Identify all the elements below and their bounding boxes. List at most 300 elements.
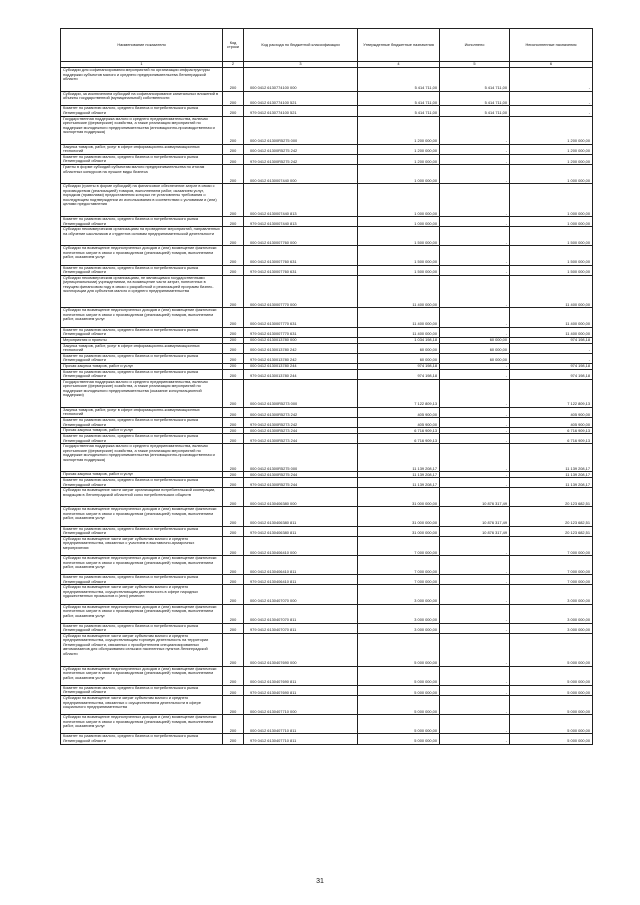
row-name: Комитет по развитию малого, среднего бизнеса и потребительского рынка Ленинградской области (61, 575, 223, 585)
table-row (61, 536, 593, 555)
table-row (61, 488, 593, 507)
row-budget-code: 979 0412 6130007440 813 (244, 217, 358, 227)
row-unexecuted: 1 500 000,00 (510, 246, 593, 265)
row-approved: 7 122 809,13 (358, 379, 440, 407)
row-unexecuted: 11 400 000,00 (510, 327, 593, 337)
row-name: Субсидии на возмещение части затрат субъектам малого и среднего предпринимательства, связанных с осуществлением деятельности в сфере социального предпринимательства (61, 696, 223, 715)
row-name: Субсидии на возмещение части затрат организациям потребительской кооперации, входящим в Ленинградский областной союз потребительских обществ (61, 488, 223, 507)
row-name: Комитет по развитию малого, среднего бизнеса и потребительского рынка Ленинградской области (61, 526, 223, 536)
row-unexecuted: - (510, 343, 593, 353)
row-budget-code: 000 0412 6130013780 244 (244, 363, 358, 369)
table-row (61, 585, 593, 604)
row-name: Субсидии на возмещение недополученных доходов и (или) возмещение фактически понесенных затрат в связи с производством (реализацией) товаров, выполнением работ, оказанием услуг (61, 246, 223, 265)
row-line-code: 200 (223, 265, 244, 275)
row-unexecuted: 5 000 000,00 (510, 715, 593, 734)
row-unexecuted: 5 000 000,00 (510, 734, 593, 744)
row-name: Субсидии на возмещение недополученных доходов и (или) возмещение фактически понесенных затрат в связи с производством (реализацией) товаров, выполнением работ, оказанием услуг (61, 507, 223, 526)
row-approved: 1 200 000,00 (358, 116, 440, 144)
row-executed: 10 876 317,49 (440, 488, 510, 507)
row-executed: - (440, 154, 510, 164)
table-row (61, 685, 593, 695)
row-approved: 405 900,00 (358, 407, 440, 417)
row-line-code: 200 (223, 369, 244, 379)
row-budget-code: 979 0412 6130007760 631 (244, 265, 358, 275)
row-budget-code: 000 0412 61300R5273 244 (244, 428, 358, 434)
row-line-code: 200 (223, 623, 244, 633)
row-budget-code: 000 0412 6130774100 000 (244, 68, 358, 92)
row-unexecuted: 7 000 000,00 (510, 556, 593, 575)
table-row (61, 184, 593, 217)
row-name: Комитет по развитию малого, среднего бизнеса и потребительского рынка Ленинградской области (61, 154, 223, 164)
row-approved: 5 000 000,00 (358, 696, 440, 715)
table-row (61, 327, 593, 337)
row-budget-code: 000 0412 6130007760 631 (244, 246, 358, 265)
row-unexecuted: 974 198,18 (510, 337, 593, 343)
row-approved: 5 000 000,00 (358, 734, 440, 744)
table-row (61, 418, 593, 428)
table-row (61, 308, 593, 327)
row-budget-code: 000 0412 6130407690 811 (244, 666, 358, 685)
row-line-code: 200 (223, 327, 244, 337)
row-executed: - (440, 428, 510, 434)
header-executed: Исполнено (440, 29, 510, 62)
row-name: Субсидии некоммерческим организациям на проведение мероприятий, направленных на обучение школьников и студентов основам предпринимательской деятельности (61, 227, 223, 246)
table-row (61, 633, 593, 666)
row-approved: 5 000 000,00 (358, 666, 440, 685)
row-line-code: 200 (223, 379, 244, 407)
row-name: Мероприятия и проекты (61, 337, 223, 343)
header-unexecuted: Неисполненные назначения (510, 29, 593, 62)
row-line-code: 200 (223, 444, 244, 472)
row-name: Субсидии на возмещение недополученных доходов и (или) возмещение фактически понесенных затрат в связи с производством (реализацией) товаров, выполнением работ, оказанием услуг (61, 666, 223, 685)
table-row (61, 734, 593, 744)
row-executed: - (440, 217, 510, 227)
row-unexecuted: 1 200 000,00 (510, 154, 593, 164)
row-line-code: 200 (223, 428, 244, 434)
table-body (61, 68, 593, 745)
row-budget-code: 000 0412 6130007770 000 (244, 275, 358, 308)
row-executed: 60 000,00 (440, 337, 510, 343)
table-row (61, 353, 593, 363)
header-line-code: Код строки (223, 29, 244, 62)
row-approved: 6 716 909,13 (358, 428, 440, 434)
row-budget-code: 000 0412 61300R5275 000 (244, 116, 358, 144)
row-name: Государственная поддержка малого и среднего предпринимательства, включая крестьянские (фермерские) хозяйства, а также реализация мероприятий по поддержке молодежного предпринимательства (оказание консультационной поддержки) (61, 379, 223, 407)
table-row (61, 165, 593, 184)
row-name: Субсидии на возмещение недополученных доходов и (или) возмещение фактически понесенных затрат в связи с производством (реализацией) товаров, выполнением работ, оказанием услуг (61, 604, 223, 623)
row-unexecuted: 3 000 000,00 (510, 585, 593, 604)
row-budget-code: 000 0412 6130407710 811 (244, 715, 358, 734)
row-unexecuted: 1 500 000,00 (510, 265, 593, 275)
table-row (61, 434, 593, 444)
row-executed: - (440, 418, 510, 428)
row-unexecuted: 5 000 000,00 (510, 633, 593, 666)
row-executed: 5 414 711,00 (440, 106, 510, 116)
row-budget-code: 000 0412 6130406380 811 (244, 507, 358, 526)
row-name: Комитет по развитию малого, среднего бизнеса и потребительского рынка Ленинградской области (61, 353, 223, 363)
row-unexecuted: 20 123 682,51 (510, 526, 593, 536)
row-name: Комитет по развитию малого, среднего бизнеса и потребительского рынка Ленинградской области (61, 478, 223, 488)
row-budget-code: 000 0412 6130407070 000 (244, 585, 358, 604)
row-executed: - (440, 666, 510, 685)
row-budget-code: 000 0412 6130007760 000 (244, 227, 358, 246)
row-approved: 974 198,18 (358, 363, 440, 369)
row-name: Комитет по развитию малого, среднего бизнеса и потребительского рынка Ленинградской области (61, 685, 223, 695)
row-budget-code: 979 0412 6130406410 811 (244, 575, 358, 585)
row-approved: 5 414 711,00 (358, 68, 440, 92)
row-name: Прочая закупка товаров, работ и услуг (61, 428, 223, 434)
row-approved: 5 000 000,00 (358, 633, 440, 666)
row-name: Субсидии на возмещение части затрат субъектам малого и среднего предпринимательства, связанных с участием в выставочно-ярмарочных мероприятиях (61, 536, 223, 555)
row-unexecuted: 1 500 000,00 (510, 227, 593, 246)
row-unexecuted: 6 716 909,13 (510, 428, 593, 434)
row-budget-code: 979 0412 6130007770 631 (244, 327, 358, 337)
row-budget-code: 979 0412 6130407710 811 (244, 734, 358, 744)
page-number: 31 (316, 878, 324, 885)
row-unexecuted: 7 000 000,00 (510, 575, 593, 585)
row-budget-code: 000 0412 6130406380 000 (244, 488, 358, 507)
table-row (61, 478, 593, 488)
row-line-code: 200 (223, 343, 244, 353)
row-executed: - (440, 275, 510, 308)
row-line-code: 200 (223, 734, 244, 744)
row-name: Субсидии, за исключением субсидий на софинансирование капитальных вложений в объекты государственной (муниципальной) собственности (61, 91, 223, 106)
row-approved: 1 000 000,00 (358, 217, 440, 227)
header-name: Наименование показателя (61, 29, 223, 62)
row-unexecuted: 1 200 000,00 (510, 144, 593, 154)
row-line-code: 200 (223, 363, 244, 369)
row-executed: - (440, 633, 510, 666)
row-approved: 11 400 000,00 (358, 327, 440, 337)
table-row (61, 343, 593, 353)
row-executed: - (440, 379, 510, 407)
row-line-code: 200 (223, 507, 244, 526)
row-name: Комитет по развитию малого, среднего бизнеса и потребительского рынка Ленинградской области (61, 734, 223, 744)
row-executed: - (440, 472, 510, 478)
row-executed: - (440, 369, 510, 379)
row-approved: 31 000 000,00 (358, 526, 440, 536)
row-approved: 5 000 000,00 (358, 685, 440, 695)
table-row (61, 91, 593, 106)
row-executed: - (440, 407, 510, 417)
row-executed: - (440, 116, 510, 144)
table-row (61, 369, 593, 379)
row-line-code: 200 (223, 472, 244, 478)
row-approved: 1 500 000,00 (358, 227, 440, 246)
row-budget-code: 979 0412 6130407690 811 (244, 685, 358, 695)
row-approved: 11 400 000,00 (358, 275, 440, 308)
row-name: Субсидии на возмещение части затрат субъектам малого и среднего предпринимательства, осуществляющим деятельность в сфере народных художественных промыслов и (или) ремесел (61, 585, 223, 604)
row-executed: 10 876 317,49 (440, 507, 510, 526)
row-executed: - (440, 308, 510, 327)
row-name: Субсидии на возмещение недополученных доходов и (или) возмещение фактически понесенных затрат в связи с производством (реализацией) товаров, выполнением работ, оказанием услуг (61, 308, 223, 327)
row-name: Комитет по развитию малого, среднего бизнеса и потребительского рынка Ленинградской области (61, 217, 223, 227)
row-unexecuted: 974 198,18 (510, 363, 593, 369)
row-executed: - (440, 327, 510, 337)
table-row (61, 715, 593, 734)
row-unexecuted: 11 139 208,17 (510, 472, 593, 478)
row-budget-code: 979 0412 61300R5273 242 (244, 418, 358, 428)
row-name: Закупка товаров, работ, услуг в сфере информационно-коммуникационных технологий (61, 343, 223, 353)
row-executed: - (440, 585, 510, 604)
row-line-code: 200 (223, 666, 244, 685)
row-executed: - (440, 536, 510, 555)
row-unexecuted: 3 000 000,00 (510, 604, 593, 623)
row-approved: 1 200 000,00 (358, 144, 440, 154)
row-line-code: 200 (223, 434, 244, 444)
row-name: Прочая закупка товаров, работ и услуг (61, 472, 223, 478)
row-approved: 31 000 000,00 (358, 507, 440, 526)
row-line-code: 200 (223, 246, 244, 265)
row-line-code: 200 (223, 526, 244, 536)
row-line-code: 200 (223, 418, 244, 428)
row-unexecuted: 20 123 682,51 (510, 507, 593, 526)
row-name: Комитет по развитию малого, среднего бизнеса и потребительского рынка Ленинградской области (61, 327, 223, 337)
row-executed: - (440, 227, 510, 246)
row-budget-code: 000 0412 6130774100 521 (244, 91, 358, 106)
row-approved: 3 000 000,00 (358, 604, 440, 623)
row-approved: 3 000 000,00 (358, 623, 440, 633)
row-name: Прочая закупка товаров, работ и услуг (61, 363, 223, 369)
row-executed: 5 414 711,00 (440, 68, 510, 92)
row-executed: - (440, 165, 510, 184)
row-name: Закупка товаров, работ, услуг в сфере информационно-коммуникационных технологий (61, 144, 223, 154)
row-unexecuted: 1 200 000,00 (510, 116, 593, 144)
row-line-code: 200 (223, 275, 244, 308)
row-name: Закупка товаров, работ, услуг в сфере информационно-коммуникационных технологий (61, 407, 223, 417)
row-budget-code: 000 0412 61300R5275 000 (244, 444, 358, 472)
row-line-code: 200 (223, 585, 244, 604)
column-number: 6 (510, 62, 593, 68)
row-line-code: 200 (223, 488, 244, 507)
table-row (61, 407, 593, 417)
row-unexecuted: 11 139 208,17 (510, 478, 593, 488)
row-line-code: 200 (223, 227, 244, 246)
row-name: Субсидии на возмещение недополученных доходов и (или) возмещение фактически понесенных затрат в связи с производством (реализацией) товаров, выполнением работ, оказанием услуг (61, 556, 223, 575)
row-line-code: 200 (223, 575, 244, 585)
table-row (61, 526, 593, 536)
row-executed: - (440, 604, 510, 623)
row-line-code: 200 (223, 68, 244, 92)
row-unexecuted: - (510, 353, 593, 363)
row-budget-code: 979 0412 61300R5275 244 (244, 478, 358, 488)
header-row (61, 29, 593, 62)
row-budget-code: 979 0412 61300R5275 242 (244, 154, 358, 164)
row-unexecuted: - (510, 91, 593, 106)
row-approved: 6 716 909,13 (358, 434, 440, 444)
table-row (61, 106, 593, 116)
row-line-code: 200 (223, 106, 244, 116)
row-name: Субсидии (гранты в форме субсидий) на финансовое обеспечение затрат в связи с производством (реализацией) товаров, выполнением работ, оказанием услуг, порядком (правилами) предоставления которых не установлены требования о последующем подтверждении их использования в соответствии с условиями и (или) целями предоставления (61, 184, 223, 217)
row-executed: - (440, 363, 510, 369)
row-unexecuted: 7 000 000,00 (510, 536, 593, 555)
row-approved: 1 500 000,00 (358, 246, 440, 265)
row-unexecuted: 405 900,00 (510, 407, 593, 417)
row-unexecuted: 974 198,18 (510, 369, 593, 379)
row-unexecuted: 405 900,00 (510, 418, 593, 428)
row-approved: 5 414 711,00 (358, 106, 440, 116)
row-budget-code: 000 0412 6130013780 000 (244, 337, 358, 343)
row-line-code: 200 (223, 91, 244, 106)
header-approved: Утвержденные бюджетные назначения (358, 29, 440, 62)
row-budget-code: 979 0412 61300R5273 244 (244, 434, 358, 444)
row-name: Комитет по развитию малого, среднего бизнеса и потребительского рынка Ленинградской области (61, 265, 223, 275)
table-row (61, 227, 593, 246)
row-line-code: 200 (223, 144, 244, 154)
row-approved: 5 414 711,00 (358, 91, 440, 106)
row-line-code: 200 (223, 407, 244, 417)
row-unexecuted: 1 000 000,00 (510, 217, 593, 227)
row-executed: - (440, 556, 510, 575)
row-line-code: 200 (223, 165, 244, 184)
row-line-code: 200 (223, 154, 244, 164)
row-name: Комитет по развитию малого, среднего бизнеса и потребительского рынка Ленинградской области (61, 106, 223, 116)
row-executed: - (440, 444, 510, 472)
row-line-code: 200 (223, 536, 244, 555)
row-executed: 60 000,00 (440, 353, 510, 363)
row-approved: 7 000 000,00 (358, 556, 440, 575)
row-name: Субсидии для софинансирования мероприятий по организации инфраструктуры поддержки субъектов малого и среднего предпринимательства Ленинградской области (61, 68, 223, 92)
row-line-code: 200 (223, 685, 244, 695)
row-name: Субсидии на возмещение недополученных доходов и (или) возмещение фактически понесенных затрат в связи с производством (реализацией) товаров, выполнением работ, оказанием услуг (61, 715, 223, 734)
table-row (61, 507, 593, 526)
budget-table (60, 28, 593, 745)
row-line-code: 200 (223, 184, 244, 217)
row-approved: 7 000 000,00 (358, 575, 440, 585)
row-approved: 60 000,00 (358, 343, 440, 353)
table-row (61, 144, 593, 154)
row-unexecuted: 5 000 000,00 (510, 685, 593, 695)
table-row (61, 666, 593, 685)
row-unexecuted: 11 400 000,00 (510, 308, 593, 327)
row-name: Комитет по развитию малого, среднего бизнеса и потребительского рынка Ленинградской области (61, 434, 223, 444)
row-budget-code: 979 0412 6130406380 811 (244, 526, 358, 536)
row-budget-code: 979 0412 6130013780 242 (244, 353, 358, 363)
row-budget-code: 000 0412 61300R5275 244 (244, 472, 358, 478)
table-row (61, 68, 593, 92)
row-unexecuted: 1 000 000,00 (510, 165, 593, 184)
row-budget-code: 000 0412 61300R5273 242 (244, 407, 358, 417)
row-name: Комитет по развитию малого, среднего бизнеса и потребительского рынка Ленинградской области (61, 369, 223, 379)
row-approved: 11 400 000,00 (358, 308, 440, 327)
row-unexecuted: 5 000 000,00 (510, 666, 593, 685)
row-approved: 11 139 208,17 (358, 478, 440, 488)
row-line-code: 200 (223, 604, 244, 623)
row-line-code: 200 (223, 715, 244, 734)
row-executed: - (440, 734, 510, 744)
row-budget-code: 000 0412 6130007440 000 (244, 165, 358, 184)
row-unexecuted: 1 000 000,00 (510, 184, 593, 217)
row-approved: 60 000,00 (358, 353, 440, 363)
row-line-code: 200 (223, 337, 244, 343)
row-budget-code: 000 0412 6130007770 631 (244, 308, 358, 327)
row-line-code: 200 (223, 308, 244, 327)
table-row (61, 444, 593, 472)
row-unexecuted: - (510, 68, 593, 92)
row-unexecuted: 3 000 000,00 (510, 623, 593, 633)
table-row (61, 556, 593, 575)
row-unexecuted: - (510, 106, 593, 116)
row-approved: 1 034 198,18 (358, 337, 440, 343)
row-executed: 10 876 317,49 (440, 526, 510, 536)
row-name: Комитет по развитию малого, среднего бизнеса и потребительского рынка Ленинградской области (61, 418, 223, 428)
row-budget-code: 979 0412 6130013780 244 (244, 369, 358, 379)
row-approved: 1 500 000,00 (358, 265, 440, 275)
row-approved: 1 000 000,00 (358, 165, 440, 184)
row-executed: - (440, 265, 510, 275)
row-unexecuted: 11 139 208,17 (510, 444, 593, 472)
row-name: Государственная поддержка малого и среднего предпринимательства, включая крестьянские (фермерские) хозяйства, а также реализация мероприятий по поддержке молодежного предпринимательства (инновационно-производственная и экспортная поддержка) (61, 444, 223, 472)
row-name: Комитет по развитию малого, среднего бизнеса и потребительского рынка Ленинградской области (61, 623, 223, 633)
row-executed: - (440, 434, 510, 444)
row-unexecuted: 5 000 000,00 (510, 696, 593, 715)
column-number: 5 (440, 62, 510, 68)
row-approved: 974 198,18 (358, 369, 440, 379)
budget-execution-sheet (60, 28, 592, 745)
column-number: 4 (358, 62, 440, 68)
table-row (61, 154, 593, 164)
row-approved: 1 000 000,00 (358, 184, 440, 217)
row-executed: - (440, 685, 510, 695)
table-row (61, 623, 593, 633)
table-row (61, 275, 593, 308)
row-budget-code: 000 0412 6130407710 000 (244, 696, 358, 715)
row-line-code: 200 (223, 478, 244, 488)
row-executed: - (440, 715, 510, 734)
row-budget-code: 000 0412 6130406410 811 (244, 556, 358, 575)
row-budget-code: 000 0412 6130007440 813 (244, 184, 358, 217)
row-unexecuted: 20 123 682,51 (510, 488, 593, 507)
row-line-code: 200 (223, 556, 244, 575)
row-executed: - (440, 246, 510, 265)
row-line-code: 200 (223, 633, 244, 666)
row-budget-code: 979 0412 6130407070 811 (244, 623, 358, 633)
row-budget-code: 000 0412 6130407690 000 (244, 633, 358, 666)
table-row (61, 575, 593, 585)
row-name: Субсидии на возмещение части затрат субъектам малого и среднего предпринимательства, осуществляющим торговую деятельность на территории Ленинградской области, связанных с приобретением специализированных автомагазинов для обслуживания сельских населенных пунктов Ленинградской области (61, 633, 223, 666)
row-approved: 31 000 000,00 (358, 488, 440, 507)
row-approved: 405 900,00 (358, 418, 440, 428)
row-budget-code: 979 0412 6130774100 521 (244, 106, 358, 116)
table-row (61, 217, 593, 227)
row-budget-code: 000 0412 6130013780 242 (244, 343, 358, 353)
row-approved: 5 000 000,00 (358, 715, 440, 734)
row-name: Гранты в форме субсидий субъектам малого предпринимательства по итогам областных конкурсов на лучшие виды бизнеса (61, 165, 223, 184)
row-line-code: 200 (223, 217, 244, 227)
row-budget-code: 000 0412 6130406410 000 (244, 536, 358, 555)
row-budget-code: 000 0412 6130407070 811 (244, 604, 358, 623)
row-name: Государственная поддержка малого и среднего предпринимательства, включая крестьянские (фермерские) хозяйства, а также реализация мероприятий по поддержке молодежного предпринимательства (инновационно-производственная и экспортная поддержка) (61, 116, 223, 144)
row-approved: 7 000 000,00 (358, 536, 440, 555)
column-number: 1 (61, 62, 223, 68)
row-executed: - (440, 575, 510, 585)
row-executed: - (440, 144, 510, 154)
row-approved: 11 139 208,17 (358, 472, 440, 478)
table-row (61, 696, 593, 715)
header-budget-code: Код расхода по бюджетной классификации (244, 29, 358, 62)
row-unexecuted: 7 122 809,13 (510, 379, 593, 407)
row-executed: - (440, 623, 510, 633)
row-budget-code: 000 0412 61300R5273 000 (244, 379, 358, 407)
column-number: 3 (244, 62, 358, 68)
column-number: 2 (223, 62, 244, 68)
row-approved: 3 000 000,00 (358, 585, 440, 604)
row-name: Субсидии некоммерческим организациям, не являющимся государственными (муниципальными) учреждениями, на возмещение части затрат, понесенных в текущем финансовом году в связи с разработкой и реализацией программ бизнес-эксплорации для субъектов малого и среднего предпринимательства (61, 275, 223, 308)
table-row (61, 265, 593, 275)
row-line-code: 200 (223, 116, 244, 144)
row-executed: - (440, 696, 510, 715)
row-executed: 5 414 711,00 (440, 91, 510, 106)
